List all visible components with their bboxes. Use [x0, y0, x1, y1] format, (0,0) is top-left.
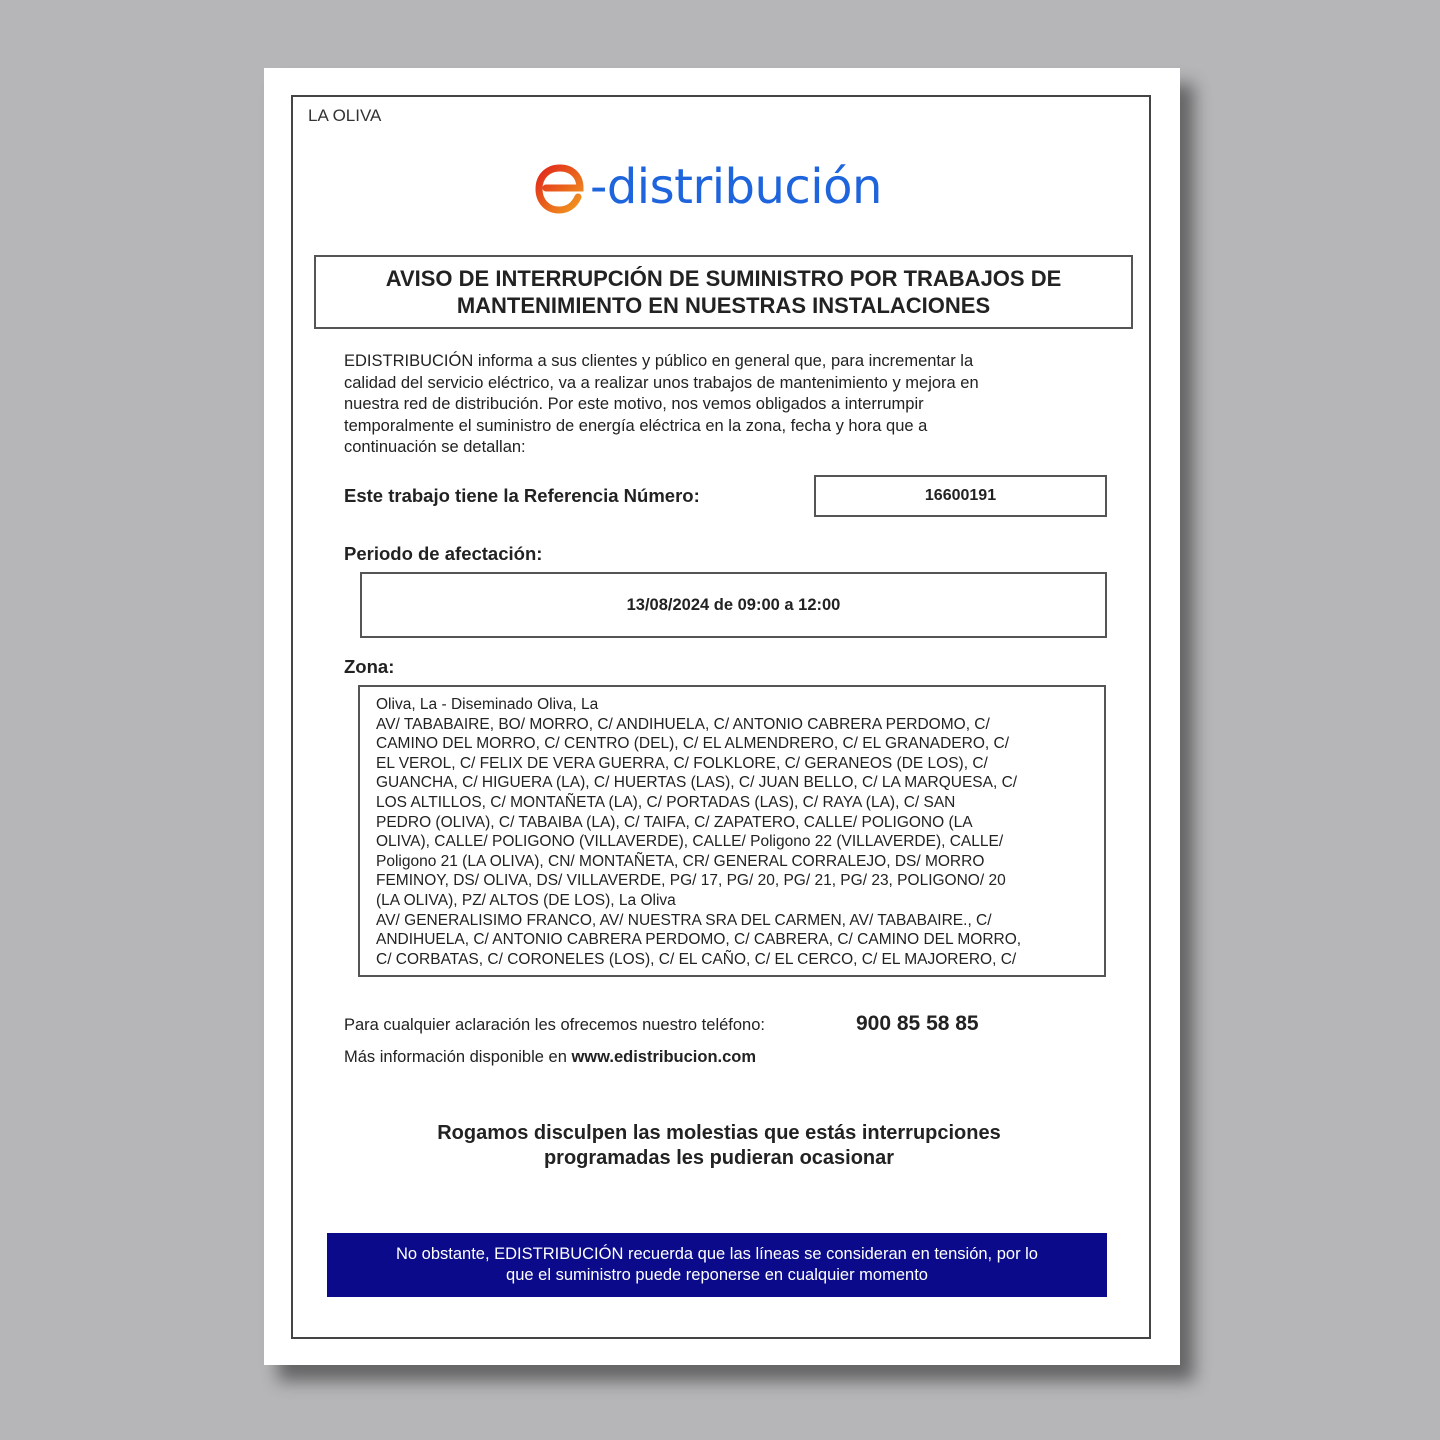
- intro-line: continuación se detallan:: [344, 438, 526, 456]
- zone-line: C/ CORBATAS, C/ CORONELES (LOS), C/ EL CAÑO, C/ EL CERCO, C/ EL MAJORERO, C/: [376, 950, 1017, 968]
- zone-line: GUANCHA, C/ HIGUERA (LA), C/ HUERTAS (LAS), C/ JUAN BELLO, C/ LA MARQUESA, C/: [376, 774, 1018, 792]
- zone-line: FEMINOY, DS/ OLIVA, DS/ VILLAVERDE, PG/ 17, PG/ 20, PG/ 21, PG/ 23, POLIGONO/ 20: [376, 872, 1006, 890]
- location-header: LA OLIVA: [308, 106, 382, 125]
- apology-line-1: Rogamos disculpen las molestias que estás interrupciones: [437, 1122, 1001, 1144]
- reference-label: Este trabajo tiene la Referencia Número:: [344, 485, 700, 506]
- zone-line: OLIVA), CALLE/ POLIGONO (VILLAVERDE), CALLE/ Poligono 22 (VILLAVERDE), CALLE/: [376, 833, 1004, 851]
- zone-line: EL VEROL, C/ FELIX DE VERA GUERRA, C/ FOLKLORE, C/ GERANEOS (DE LOS), C/: [376, 754, 988, 772]
- zone-line: AV/ TABABAIRE, BO/ MORRO, C/ ANDIHUELA, C/ ANTONIO CABRERA PERDOMO, C/: [376, 715, 990, 733]
- zone-line: AV/ GENERALISIMO FRANCO, AV/ NUESTRA SRA DEL CARMEN, AV/ TABABAIRE., C/: [376, 911, 992, 929]
- phone-label: Para cualquier aclaración les ofrecemos nuestro teléfono:: [344, 1016, 765, 1034]
- more-info-label: Más información disponible en: [344, 1048, 567, 1066]
- intro-paragraph: [344, 351, 1074, 459]
- website-link[interactable]: www.edistribucion.com: [571, 1048, 757, 1066]
- period-label: Periodo de afectación:: [344, 543, 543, 564]
- title-line-1: AVISO DE INTERRUPCIÓN DE SUMINISTRO POR TRABAJOS DE: [385, 266, 1062, 291]
- zone-line: Oliva, La - Diseminado Oliva, La: [376, 696, 599, 713]
- notice-line-2: que el suministro puede reponerse en cualquier momento: [506, 1266, 928, 1284]
- apology-message: [324, 1121, 1114, 1171]
- more-info: [344, 1048, 756, 1067]
- notice-title: [314, 255, 1133, 329]
- reference-number: 16600191: [924, 487, 997, 504]
- zone-line: LOS ALTILLOS, C/ MONTAÑETA (LA), C/ PORTADAS (LAS), C/ RAYA (LA), C/ SAN: [376, 793, 956, 811]
- phone-number: 900 85 58 85: [856, 1012, 979, 1035]
- notice-line-1: No obstante, EDISTRIBUCIÓN recuerda que las líneas se consideran en tensión, por lo: [395, 1245, 1038, 1263]
- intro-line: EDISTRIBUCIÓN informa a sus clientes y público en general que, para incrementar la: [344, 352, 974, 370]
- tension-notice-banner: [327, 1233, 1107, 1297]
- intro-line: nuestra red de distribución. Por este motivo, nos vemos obligados a interrumpir: [344, 395, 924, 413]
- notice-document: [264, 68, 1180, 1365]
- period-box: [360, 572, 1107, 638]
- logo-text: -distribución: [590, 159, 882, 215]
- apology-line-2: programadas les pudieran ocasionar: [543, 1147, 895, 1169]
- logo-e-icon: [534, 157, 586, 217]
- title-line-2: MANTENIMIENTO EN NUESTRAS INSTALACIONES: [456, 293, 991, 318]
- zone-line: Poligono 21 (LA OLIVA), CN/ MONTAÑETA, CR/ GENERAL CORRALEJO, DS/ MORRO: [376, 852, 985, 870]
- zone-box: [358, 685, 1106, 977]
- edistribucion-logo: [534, 152, 882, 222]
- zone-line: ANDIHUELA, C/ ANTONIO CABRERA PERDOMO, C/ CABRERA, C/ CAMINO DEL MORRO,: [376, 931, 1022, 949]
- intro-line: temporalmente el suministro de energía eléctrica en la zona, fecha y hora que a: [344, 416, 928, 435]
- zone-label: Zona:: [344, 656, 395, 677]
- zone-line: CAMINO DEL MORRO, C/ CENTRO (DEL), C/ EL ALMENDRERO, C/ EL GRANADERO, C/: [376, 735, 1010, 753]
- reference-number-box: [814, 475, 1107, 517]
- zone-line: PEDRO (OLIVA), C/ TABAIBA (LA), C/ TAIFA, C/ ZAPATERO, CALLE/ POLIGONO (LA: [376, 813, 973, 831]
- zone-line: (LA OLIVA), PZ/ ALTOS (DE LOS), La Oliva: [376, 891, 676, 909]
- period-value: 13/08/2024 de 09:00 a 12:00: [626, 595, 841, 614]
- intro-line: calidad del servicio eléctrico, va a realizar unos trabajos de mantenimiento y mejora en: [344, 373, 979, 392]
